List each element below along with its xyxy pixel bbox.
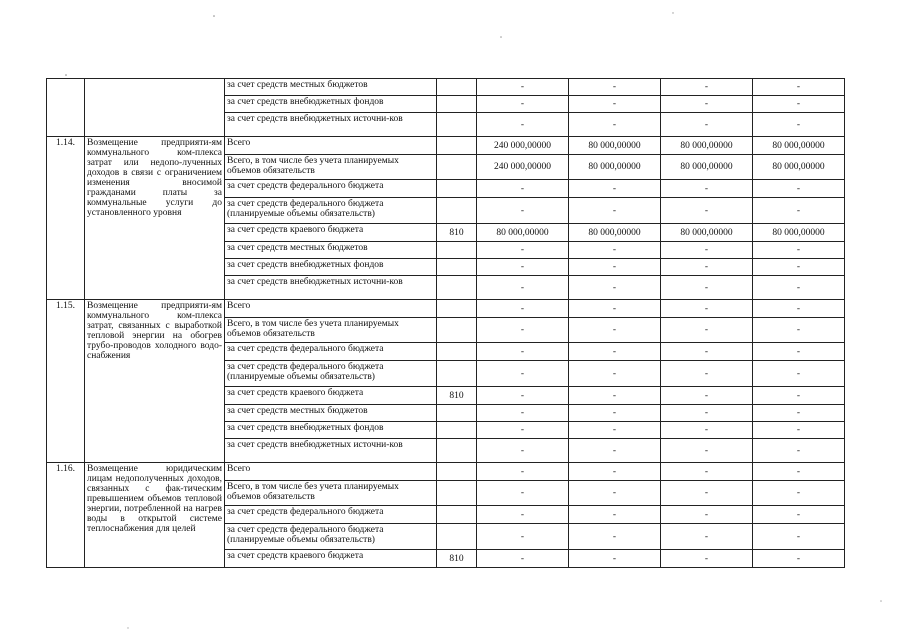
value-year-2: - <box>661 79 753 96</box>
budget-code <box>437 180 477 198</box>
value-year-1: - <box>569 343 661 361</box>
budget-code <box>437 155 477 180</box>
item-name: Возмещение предприяти-ям коммунального ком-плекса затрат, связанных с выработкой тепловой энергии на обогрев трубо-проводов холодного водо-снабжения <box>85 300 225 463</box>
value-total: - <box>477 318 569 343</box>
value-year-3: - <box>753 439 845 463</box>
value-year-1: - <box>569 300 661 318</box>
value-year-3: - <box>753 405 845 422</box>
value-year-1: - <box>569 113 661 137</box>
value-total: - <box>477 113 569 137</box>
value-year-2: - <box>661 481 753 506</box>
value-year-1: - <box>569 387 661 405</box>
budget-code <box>437 524 477 550</box>
value-year-2: - <box>661 242 753 259</box>
value-year-2: - <box>661 96 753 113</box>
funding-source: за счет средств внебюджетных фондов <box>225 96 437 113</box>
value-total: - <box>477 361 569 387</box>
funding-source: за счет средств федерального бюджета (планируемые объемы обязательств) <box>225 361 437 387</box>
value-year-3: - <box>753 550 845 568</box>
value-year-3: - <box>753 524 845 550</box>
funding-source: за счет средств внебюджетных источни-ков <box>225 113 437 137</box>
value-year-3: - <box>753 387 845 405</box>
value-year-2: - <box>661 343 753 361</box>
value-year-2: 80 000,00000 <box>661 224 753 242</box>
value-year-1: - <box>569 198 661 224</box>
budget-code <box>437 318 477 343</box>
value-total: - <box>477 96 569 113</box>
item-name <box>85 79 225 137</box>
value-year-3: - <box>753 361 845 387</box>
value-year-1: 80 000,00000 <box>569 224 661 242</box>
value-year-1: - <box>569 550 661 568</box>
value-year-3: - <box>753 422 845 439</box>
value-year-3: - <box>753 463 845 481</box>
value-year-2: - <box>661 463 753 481</box>
value-year-1: - <box>569 361 661 387</box>
budget-code <box>437 361 477 387</box>
funding-source: Всего, в том числе без учета планируемых объемов обязательств <box>225 481 437 506</box>
budget-code <box>437 506 477 524</box>
value-total: - <box>477 300 569 318</box>
value-year-3: 80 000,00000 <box>753 224 845 242</box>
value-year-2: - <box>661 405 753 422</box>
value-year-2: - <box>661 550 753 568</box>
value-year-1: - <box>569 439 661 463</box>
budget-code: 810 <box>437 224 477 242</box>
budget-code <box>437 276 477 300</box>
value-total: - <box>477 387 569 405</box>
item-number: 1.14. <box>47 137 85 300</box>
value-year-2: - <box>661 387 753 405</box>
value-total: - <box>477 259 569 276</box>
budget-code <box>437 242 477 259</box>
value-year-1: - <box>569 79 661 96</box>
value-year-1: - <box>569 405 661 422</box>
value-year-3: - <box>753 276 845 300</box>
value-year-1: - <box>569 259 661 276</box>
value-year-1: - <box>569 180 661 198</box>
value-total: - <box>477 276 569 300</box>
budget-code <box>437 405 477 422</box>
budget-code <box>437 422 477 439</box>
table-body <box>47 79 845 568</box>
value-year-1: - <box>569 463 661 481</box>
value-year-1: - <box>569 422 661 439</box>
value-total: - <box>477 343 569 361</box>
funding-source: за счет средств краевого бюджета <box>225 550 437 568</box>
value-year-1: - <box>569 96 661 113</box>
value-year-3: - <box>753 180 845 198</box>
value-year-2: - <box>661 198 753 224</box>
value-year-3: 80 000,00000 <box>753 137 845 155</box>
funding-source: за счет средств местных бюджетов <box>225 79 437 96</box>
value-year-2: - <box>661 259 753 276</box>
value-year-3: - <box>753 113 845 137</box>
value-year-3: - <box>753 79 845 96</box>
value-year-3: - <box>753 259 845 276</box>
funding-source: Всего, в том числе без учета планируемых объемов обязательств <box>225 155 437 180</box>
value-year-1: - <box>569 524 661 550</box>
table-row <box>47 137 845 155</box>
funding-source: за счет средств краевого бюджета <box>225 224 437 242</box>
value-year-3: - <box>753 506 845 524</box>
value-total: 240 000,00000 <box>477 155 569 180</box>
value-total: - <box>477 463 569 481</box>
funding-source: за счет средств внебюджетных источни-ков <box>225 439 437 463</box>
budget-code <box>437 198 477 224</box>
funding-source: за счет средств местных бюджетов <box>225 242 437 259</box>
funding-source: за счет средств внебюджетных фондов <box>225 259 437 276</box>
value-total: - <box>477 242 569 259</box>
item-name: Возмещение юридическим лицам недополученных доходов, связанных с фак-тическим превышением объемов тепловой энергии, потребленной на нагрев воды в открытой системе теплоснабжения для целей <box>85 463 225 568</box>
value-total: - <box>477 405 569 422</box>
value-year-3: 80 000,00000 <box>753 155 845 180</box>
funding-source: за счет средств федерального бюджета <box>225 343 437 361</box>
budget-code <box>437 137 477 155</box>
value-total: - <box>477 439 569 463</box>
value-total: - <box>477 422 569 439</box>
value-total: 80 000,00000 <box>477 224 569 242</box>
budget-code <box>437 343 477 361</box>
budget-code <box>437 481 477 506</box>
funding-source: Всего, в том числе без учета планируемых объемов обязательств <box>225 318 437 343</box>
value-total: - <box>477 180 569 198</box>
value-total: 240 000,00000 <box>477 137 569 155</box>
value-total: - <box>477 79 569 96</box>
funding-source: за счет средств краевого бюджета <box>225 387 437 405</box>
budget-code <box>437 79 477 96</box>
budget-code <box>437 96 477 113</box>
item-name: Возмещение предприяти-ям коммунального ком-плекса затрат или недопо-лученных доходов в связи с ограничением изменения вносимой гражданами платы за коммунальные услуги до установленного уровня <box>85 137 225 300</box>
value-year-2: - <box>661 318 753 343</box>
funding-source: за счет средств местных бюджетов <box>225 405 437 422</box>
funding-source: Всего <box>225 463 437 481</box>
funding-source: за счет средств федерального бюджета (планируемые объемы обязательств) <box>225 524 437 550</box>
value-year-1: - <box>569 481 661 506</box>
item-number <box>47 79 85 137</box>
value-year-3: - <box>753 343 845 361</box>
value-year-3: - <box>753 318 845 343</box>
value-year-2: - <box>661 361 753 387</box>
item-number: 1.15. <box>47 300 85 463</box>
value-year-1: - <box>569 506 661 524</box>
funding-source: за счет средств внебюджетных фондов <box>225 422 437 439</box>
value-total: - <box>477 198 569 224</box>
value-year-1: 80 000,00000 <box>569 155 661 180</box>
value-year-1: - <box>569 242 661 259</box>
value-year-3: - <box>753 198 845 224</box>
funding-source: за счет средств федерального бюджета (планируемые объемы обязательств) <box>225 198 437 224</box>
funding-source: Всего <box>225 300 437 318</box>
value-total: - <box>477 550 569 568</box>
table-row <box>47 463 845 481</box>
budget-code: 810 <box>437 387 477 405</box>
value-year-2: - <box>661 276 753 300</box>
funding-source: за счет средств федерального бюджета <box>225 506 437 524</box>
value-year-2: 80 000,00000 <box>661 137 753 155</box>
budget-code: 810 <box>437 550 477 568</box>
table-row <box>47 300 845 318</box>
budget-table <box>46 78 845 568</box>
value-year-2: - <box>661 180 753 198</box>
value-year-3: - <box>753 300 845 318</box>
budget-code <box>437 463 477 481</box>
funding-source: Всего <box>225 137 437 155</box>
table-row <box>47 79 845 96</box>
value-year-1: - <box>569 276 661 300</box>
budget-code <box>437 259 477 276</box>
value-year-1: 80 000,00000 <box>569 137 661 155</box>
value-year-1: - <box>569 318 661 343</box>
value-year-3: - <box>753 96 845 113</box>
value-year-2: 80 000,00000 <box>661 155 753 180</box>
budget-code <box>437 113 477 137</box>
value-year-3: - <box>753 481 845 506</box>
funding-source: за счет средств внебюджетных источни-ков <box>225 276 437 300</box>
value-year-2: - <box>661 422 753 439</box>
value-year-2: - <box>661 439 753 463</box>
value-total: - <box>477 481 569 506</box>
value-year-2: - <box>661 524 753 550</box>
value-year-2: - <box>661 300 753 318</box>
value-year-2: - <box>661 113 753 137</box>
value-total: - <box>477 524 569 550</box>
budget-code <box>437 439 477 463</box>
funding-source: за счет средств федерального бюджета <box>225 180 437 198</box>
value-year-3: - <box>753 242 845 259</box>
value-total: - <box>477 506 569 524</box>
item-number: 1.16. <box>47 463 85 568</box>
value-year-2: - <box>661 506 753 524</box>
budget-code <box>437 300 477 318</box>
